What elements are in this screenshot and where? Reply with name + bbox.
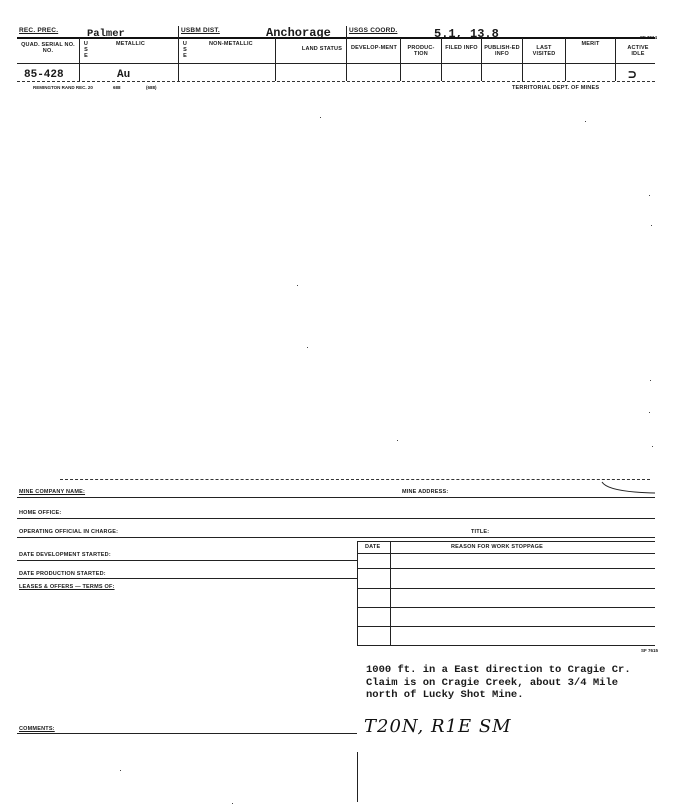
table-row-rule bbox=[357, 607, 655, 608]
non-metallic-header: NON-METALLIC bbox=[209, 41, 253, 47]
usbm-dist-value: Anchorage bbox=[266, 26, 331, 40]
col-rule bbox=[400, 38, 401, 81]
scan-speck bbox=[649, 412, 650, 413]
table-header-rule bbox=[357, 553, 655, 554]
active-idle-header: ACTIVE IDLE bbox=[627, 45, 649, 57]
remarks-block bbox=[366, 664, 666, 702]
rule-home-office bbox=[17, 518, 655, 519]
scan-speck bbox=[585, 121, 586, 122]
table-row-rule bbox=[357, 626, 655, 627]
production-header: PRODUC-TION bbox=[407, 45, 435, 57]
table-row-rule bbox=[357, 568, 655, 569]
date-production-started-label: DATE PRODUCTION STARTED: bbox=[19, 571, 106, 577]
scan-speck bbox=[397, 440, 398, 441]
scan-speck bbox=[307, 347, 308, 348]
rule-company bbox=[17, 497, 655, 498]
col-rule bbox=[522, 38, 523, 81]
use-marker-metallic: U S E bbox=[83, 41, 89, 59]
reason-column-header: REASON FOR WORK STOPPAGE bbox=[451, 544, 543, 550]
scan-speck bbox=[320, 117, 321, 118]
use-marker-nonmetallic: U S E bbox=[182, 41, 188, 59]
rule-comments bbox=[17, 733, 357, 734]
last-visited-header: LAST VISITED bbox=[532, 45, 556, 57]
home-office-label: HOME OFFICE: bbox=[19, 510, 62, 516]
header-rule-2 bbox=[17, 63, 655, 64]
col-rule bbox=[565, 38, 566, 81]
col-rule bbox=[615, 38, 616, 81]
published-info-header: PUBLISH-ED INFO bbox=[484, 45, 520, 57]
metallic-value: Au bbox=[117, 69, 131, 81]
col-rule bbox=[481, 38, 482, 81]
scan-speck bbox=[651, 225, 652, 226]
scan-speck bbox=[650, 380, 651, 381]
col-rule bbox=[346, 26, 347, 81]
mine-company-name-label: MINE COMPANY NAME: bbox=[19, 489, 86, 495]
lower-top-rule bbox=[60, 479, 650, 480]
header-rule-3 bbox=[17, 81, 655, 82]
card-edge-curve bbox=[600, 478, 660, 496]
rec-prec-label: REC. PREC. bbox=[19, 27, 59, 34]
rule-official bbox=[17, 537, 655, 538]
comments-label: COMMENTS: bbox=[19, 726, 55, 732]
land-status-header: LAND STATUS bbox=[301, 46, 343, 52]
usbm-dist-label: USBM DIST. bbox=[181, 27, 220, 34]
printer-imprint: REMINGTON RAND REC. 20 bbox=[33, 85, 93, 90]
form-number: 688 bbox=[113, 85, 121, 90]
scan-speck bbox=[649, 195, 650, 196]
operating-official-label: OPERATING OFFICIAL IN CHARGE: bbox=[19, 529, 119, 535]
col-rule bbox=[275, 38, 276, 81]
date-development-started-label: DATE DEVELOPMENT STARTED: bbox=[19, 552, 111, 558]
remarks-line-3: north of Lucky Shot Mine. bbox=[366, 689, 524, 701]
handwritten-location: T20N, R1E SM bbox=[364, 716, 512, 737]
mine-address-label: MINE ADDRESS: bbox=[402, 489, 449, 495]
form-number-alt: (688) bbox=[146, 85, 157, 90]
date-column-header: DATE bbox=[365, 544, 381, 550]
form-code-top: SF 7614 bbox=[640, 35, 658, 40]
scan-speck bbox=[297, 285, 298, 286]
filed-info-header: FILED INFO bbox=[445, 45, 478, 51]
col-rule bbox=[79, 38, 80, 81]
quad-serial-value: 85-428 bbox=[24, 69, 64, 81]
form-code-bottom: SF 7615 bbox=[641, 648, 659, 653]
table-left-rule bbox=[357, 541, 358, 645]
rec-prec-value: Palmer bbox=[87, 28, 125, 40]
title-label: TITLE: bbox=[471, 529, 490, 535]
quad-serial-header: QUAD. SERIAL NO. NO. bbox=[21, 42, 75, 54]
scan-speck bbox=[652, 446, 653, 447]
scan-speck bbox=[232, 803, 233, 804]
usgs-coord-label: USGS COORD. bbox=[349, 27, 398, 34]
comments-divider bbox=[357, 752, 358, 802]
table-bottom-rule bbox=[357, 645, 655, 646]
table-row-rule bbox=[357, 588, 655, 589]
rule-prod-started bbox=[17, 578, 357, 579]
table-date-rule bbox=[390, 541, 391, 645]
col-rule bbox=[178, 26, 179, 81]
table-top-rule bbox=[357, 541, 655, 542]
rule-dev-started bbox=[17, 560, 357, 561]
scan-speck bbox=[120, 770, 121, 771]
merit-header: MERIT bbox=[581, 41, 600, 47]
metallic-header: METALLIC bbox=[116, 41, 145, 47]
territorial-dept-imprint: TERRITORIAL DEPT. OF MINES bbox=[512, 85, 600, 91]
leases-offers-label: LEASES & OFFERS — TERMS OF: bbox=[19, 584, 115, 590]
remarks-line-1: 1000 ft. in a East direction to Cragie Cr. bbox=[366, 664, 631, 676]
usgs-coord-value: 5.1, 13.8 bbox=[434, 27, 499, 41]
remarks-line-2: Claim is on Cragie Creek, about 3/4 Mile bbox=[366, 676, 619, 689]
col-rule bbox=[441, 38, 442, 81]
active-idle-mark: ⊃ bbox=[628, 68, 637, 84]
development-header: DEVELOP-MENT bbox=[350, 45, 398, 51]
